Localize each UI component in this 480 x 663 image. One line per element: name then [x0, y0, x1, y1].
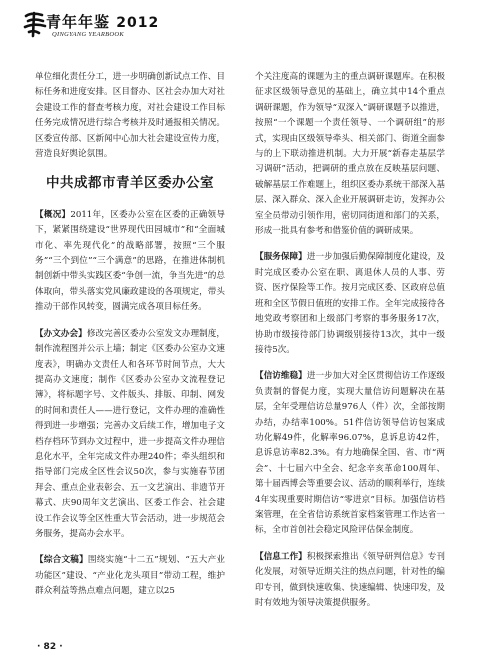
paragraph-tag: 【信访维稳】 — [255, 371, 307, 382]
paragraph-text: 2011年，区委办公室在区委的正确领导下，紧紧围绕建设“世界现代田园城市”和“全面城市化、率先现代化”的战略部署，按照“三个服务”“三个到位”“三个满意”的思路，在推进体制机制创新中带头实践区委“争创一流，争当先进”的总体取向，带头落实党风廉政建设的各项规定，带头推动干部作风转变，圆满完成各项目标任务。 — [35, 209, 225, 313]
document-meetings-paragraph — [35, 327, 225, 543]
right-column — [255, 70, 445, 622]
continuation-paragraph: 个关注度高的课题为主的重点调研课题库。在积极征求区级领导意见的基础上，确立其中14个重点调研课题，作为领导“双深入”调研课题予以推进，按照“一个课题一个责任领导、一个调研组”的形式，实现由区级领导牵头、相关部门、街道全面参与的上下联动推进机制。大力开展“新春走基层学习调研”活动，把调研的重点放在反映基层问题、破解基层工作难题上，组织区委办系统干部深入基层、深入群众、深入企业开展调研走访，发挥办公室全员带动引领作用，密切同街道和部门的关系，形成一批具有参考和借鉴价值的调研成果。 — [255, 72, 445, 237]
yearbook-masthead — [22, 8, 162, 42]
paragraph-tag: 【服务保障】 — [255, 252, 307, 263]
section-heading: 中共成都市青羊区委办公室 — [46, 175, 214, 192]
page-number: · 82 · — [37, 642, 63, 652]
yearbook-year: 2012 — [116, 15, 160, 31]
yearbook-subtitle: QINGYANG YEARBOOK — [52, 31, 124, 38]
intro-paragraph: 单位细化责任分工，进一步明确创新试点工作、目标任务和进度安排。区目督办、区社会办加大对社会建设工作的督查考核力度，对社会建设工作目标任务完成情况进行综合考核并及时通报相关情况。区委宣传部、区新闻中心加大社会建设宣传力度，营造良好舆论氛围。 — [35, 72, 225, 160]
service-support-paragraph — [255, 250, 445, 358]
left-column — [35, 70, 225, 611]
overview-paragraph — [35, 208, 225, 316]
petition-stability-paragraph — [255, 369, 445, 538]
yearbook-title-text: 青年年鉴 — [46, 13, 111, 31]
paragraph-tag: 【综合文稿】 — [35, 555, 88, 566]
paragraph-text: 围绕实施“十二五”规划、“五大产业功能区”建设、“产业化龙头项目”带动工程，维护群众利益等热点难点问题，建立以25 — [35, 555, 225, 597]
paragraph-text: 进一步加强后勤保障制度化建设，及时完成区委办公室在职、离退休人员的人事、劳资、医疗保险等工作。按月完成区委、区政府总值班和全区节假日值班的安排工作。全年完成接待各地党政考察团和上级部门考察的事务服务17次，协助市级接待部门协调级别接待13次，其中一级接待5次。 — [255, 252, 445, 355]
paragraph-text: 积极探索推出《领导研判信息》专刊化发展，对领导近期关注的热点问题，针对性的编印专刊，做到快速收集、快速编辑、快速印发，及时有效地为领导决策提供服务。 — [255, 551, 445, 608]
calligraphy-logo-icon — [22, 10, 48, 38]
paragraph-tag: 【概况】 — [35, 209, 71, 220]
paragraph-text: 进一步加大对全区贯彻信访工作逐级负责制的督促力度，实现大量信访问题解决在基层，全年受理信访总量976人（件）次，全部按期办结，办结率100%。51件信访领导信访包案成功化解49件，化解率96.07%，息诉息访42件，息诉息访率82.3%。有力地确保全国、省、市“两会”、十七届六中全会、纪念辛亥革命100周年、第十届西博会等重要会议、活动的顺利举行，连续4年实现重要时期信访“零进京”目标。加强信访档案管理，在全省信访系统首家档案管理工作达省一标，全市首创社会稳定风险评估保金制度。 — [255, 371, 445, 536]
comprehensive-drafts-paragraph — [35, 553, 225, 599]
information-work-paragraph — [255, 550, 445, 612]
paragraph-tag: 【信息工作】 — [255, 551, 307, 562]
paragraph-text: 修改完善区委办公室发文办理制度，制作流程图并公示上墙；制定《区委办公室办文速度表》，明确办文责任人和各环节时间节点，大大提高办文速度；制作《区委办公室办文流程登记簿》，将标题字号、文件版头、排版、印制、网发的时间和责任人——进行登记，文件办理的准确性得到进一步增强；完善办文后续工作，增加电子文档存档环节到办文过程中，进一步提高文件办理信息化水平，全年完成文件办理240件；牵头组织和指导部门完成全区性会议50次，参与实施春节团拜会、重点企业表彰会、五一文艺演出、非遗节开幕式、庆90周年文艺演出、区委工作会、社会建设工作会议等全区性重大节会活动，进一步规范会务服务，提高办会水平。 — [35, 328, 225, 539]
paragraph-tag: 【办文办会】 — [35, 328, 87, 339]
yearbook-title — [46, 11, 159, 32]
